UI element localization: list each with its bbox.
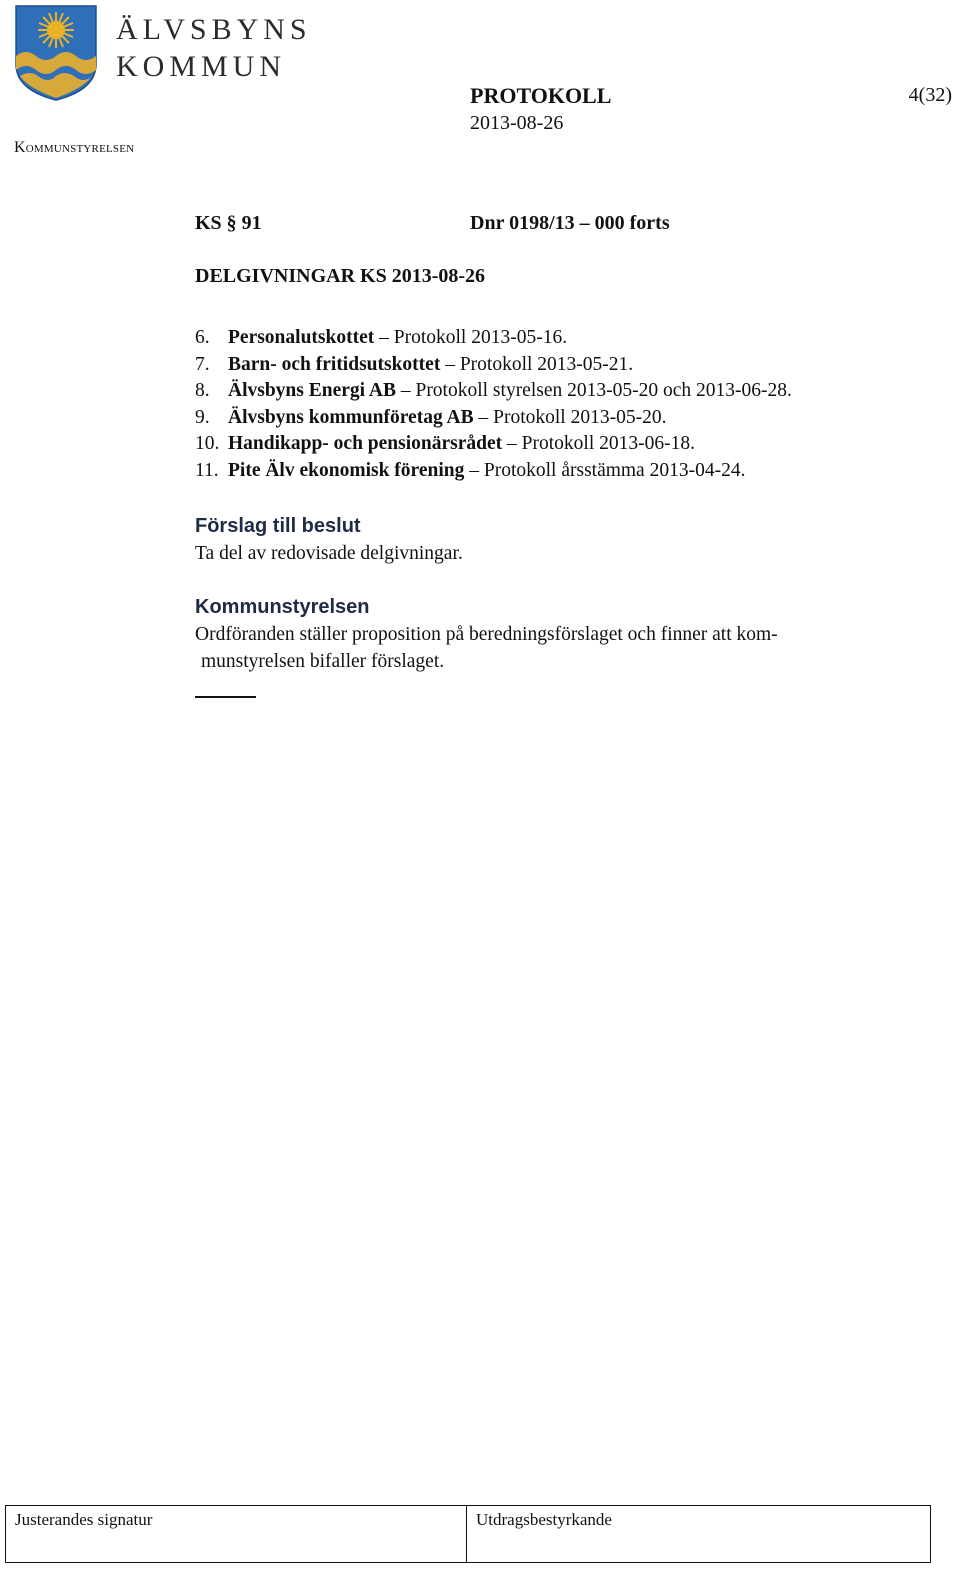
item-separator: – (507, 433, 517, 455)
item-number: 11. (195, 459, 219, 481)
item-description: Protokoll styrelsen 2013-05-20 och 2013-06-28. (415, 380, 792, 402)
item-separator: – (445, 353, 455, 375)
item-name: Älvsbyns kommunföretag AB (228, 406, 474, 428)
item-description: Protokoll 2013-06-18. (521, 433, 695, 455)
extract-certification-cell (467, 1506, 930, 1562)
item-description: Protokoll 2013-05-16. (393, 327, 568, 348)
decision-text-line1: Ordföranden ställer proposition på beredningsförslaget och finner att kom- (195, 624, 778, 645)
item-number: 8. (195, 380, 210, 402)
item-number: 6. (195, 327, 210, 348)
list-item (195, 352, 792, 379)
department-name: Kommunstyrelsen (14, 139, 135, 156)
item-description: Protokoll 2013-05-21. (459, 353, 634, 375)
item-name: Barn- och fritidsutskottet (228, 353, 441, 375)
signature-cell (6, 1506, 467, 1562)
org-name-line1: ÄLVSBYNS (116, 13, 312, 46)
list-item (195, 325, 792, 352)
section-end-rule (195, 696, 256, 698)
page-number: 4(32) (908, 84, 952, 106)
signature-table (5, 1505, 931, 1563)
item-separator: – (379, 327, 389, 348)
item-separator: – (469, 459, 479, 481)
item-number: 9. (195, 406, 210, 428)
extract-certification-label: Utdragsbestyrkande (476, 1510, 612, 1529)
item-name: Personalutskottet (228, 327, 375, 348)
document-date: 2013-08-26 (470, 112, 564, 134)
item-description: Protokoll 2013-05-20. (493, 406, 667, 428)
item-name: Älvsbyns Energi AB (228, 380, 396, 402)
item-name: Handikapp- och pensionärsrådet (228, 433, 503, 455)
case-number: Dnr 0198/13 – 000 forts (470, 212, 670, 234)
signature-label: Justerandes signatur (15, 1510, 153, 1529)
item-name: Pite Älv ekonomisk förening (228, 459, 465, 481)
proposal-heading: Förslag till beslut (195, 515, 361, 537)
list-item (195, 458, 792, 485)
document-type: PROTOKOLL (470, 83, 612, 108)
item-number: 10. (195, 433, 220, 455)
list-item (195, 431, 792, 458)
decision-text-line2: munstyrelsen bifaller förslaget. (201, 651, 445, 672)
list-item (195, 405, 792, 432)
notification-list (195, 325, 792, 485)
list-item (195, 378, 792, 405)
section-id: KS § 91 (195, 212, 262, 234)
decision-heading: Kommunstyrelsen (195, 596, 370, 618)
section-title: DELGIVNINGAR KS 2013-08-26 (195, 265, 486, 287)
item-description: Protokoll årsstämma 2013-04-24. (483, 459, 746, 481)
municipality-coat-of-arms-logo (14, 4, 98, 102)
item-separator: – (400, 380, 411, 402)
item-separator: – (478, 406, 489, 428)
org-name-line2: KOMMUN (116, 50, 287, 83)
proposal-text: Ta del av redovisade delgivningar. (195, 543, 463, 564)
item-number: 7. (195, 353, 210, 375)
